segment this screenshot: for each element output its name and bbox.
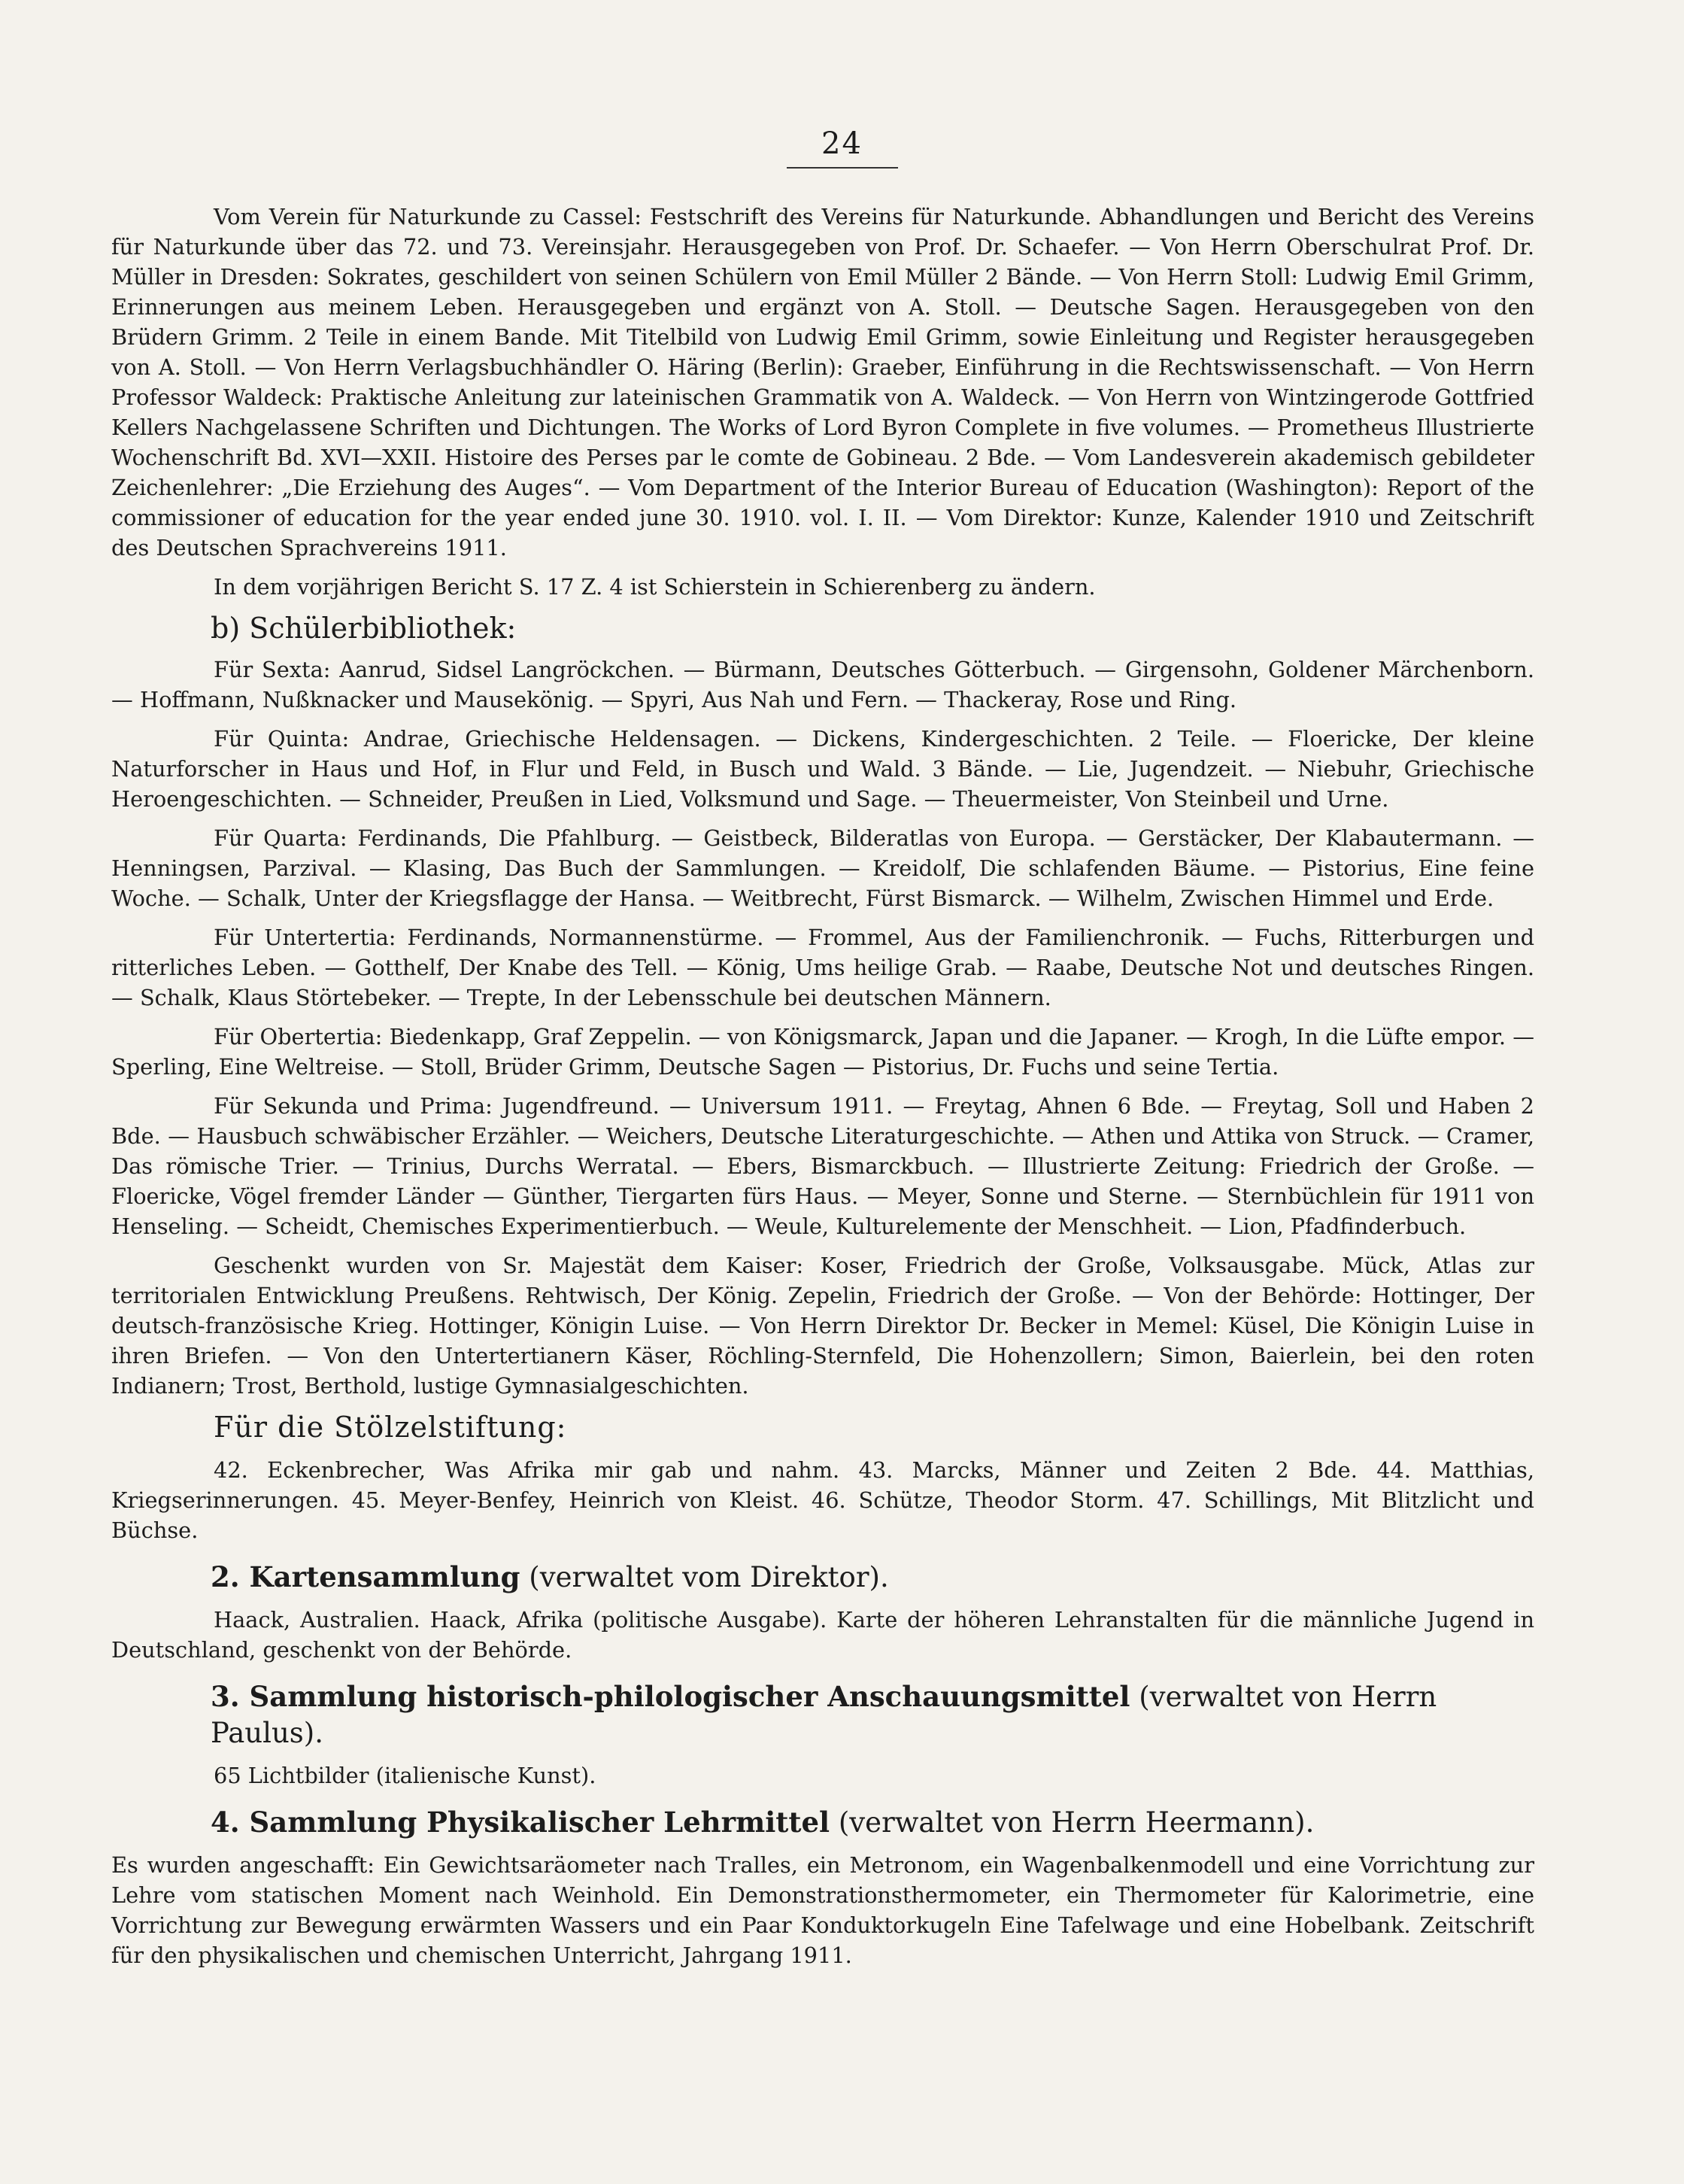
section-physik-heading: [211, 1804, 1534, 1841]
list-untertertia: Für Untertertia: Ferdinands, Normannenstürme. — Frommel, Aus der Familienchronik. — Fuchs, Ritterburgen und ritterliches Leben. — Gotthelf, Der Knabe des Tell. — König, Ums heilige Grab. — Raabe, Deutsche Not und deutsches Ringen. — Schalk, Klaus Störtebeker. — Trepte, In der Lebensschule bei deutschen Männern.: [111, 925, 1534, 1010]
section-3-text: 65 Lichtbilder (italienische Kunst).: [214, 1763, 596, 1788]
list-sekunda-prima: Für Sekunda und Prima: Jugendfreund. — Universum 1911. — Freytag, Ahnen 6 Bde. — Freytag, Soll und Haben 2 Bde. — Hausbuch schwäbischer Erzähler. — Weichers, Deutsche Literaturgeschichte. — Athen und Attika von Struck. — Cramer, Das römische Trier. — Trinius, Durchs Werratal. — Ebers, Bismarckbuch. — Illustrierte Zeitung: Friedrich der Große. — Floericke, Vögel fremder Länder — Günther, Tiergarten fürs Haus. — Meyer, Sonne und Sterne. — Sternbüchlein für 1911 von Henseling. — Scheidt, Chemisches Experimentierbuch. — Weule, Kulturelemente der Menschheit. — Lion, Pfadfinderbuch.: [111, 1093, 1534, 1239]
section-3-subtitle: (verwaltet von Herrn Paulus).: [211, 1681, 1437, 1749]
stoelzel-list: 42. Eckenbrecher, Was Afrika mir gab und nahm. 43. Marcks, Männer und Zeiten 2 Bde. 44. Matthias, Kriegserinnerungen. 45. Meyer-Benfey, Heinrich von Kleist. 46. Schütze, Theodor Storm. 47. Schillings, Mit Blitzlicht und Büchse.: [111, 1457, 1534, 1543]
heading-stoelzelstiftung: Für die Stölzelstiftung:: [214, 1411, 567, 1444]
page-content: [111, 202, 1534, 1979]
list-quarta: Für Quarta: Ferdinands, Die Pfahlburg. — Geistbeck, Bilderatlas von Europa. — Gerstäcker, Der Klabautermann. — Henningsen, Parzival. — Klasing, Das Buch der Sammlungen. — Kreidolf, Die schlafenden Bäume. — Pistorius, Eine feine Woche. — Schalk, Unter der Kriegsflagge der Hansa. — Weitbrecht, Fürst Bismarck. — Wilhelm, Zwischen Himmel und Erde.: [111, 825, 1534, 911]
donations-paragraph: Vom Verein für Naturkunde zu Cassel: Festschrift des Vereins für Naturkunde. Abhandlungen und Bericht des Vereins für Naturkunde über das 72. und 73. Vereinsjahr. Herausgegeben von Prof. Dr. Schaefer. — Von Herrn Oberschulrat Prof. Dr. Müller in Dresden: Sokrates, geschildert von seinen Schülern von Emil Müller 2 Bände. — Von Herrn Stoll: Ludwig Emil Grimm, Erinnerungen aus meinem Leben. Herausgegeben und ergänzt von A. Stoll. — Deutsche Sagen. Herausgegeben von den Brüdern Grimm. 2 Teile in einem Bande. Mit Titelbild von Ludwig Emil Grimm, sowie Einleitung und Register herausgegeben von A. Stoll. — Von Herrn Verlagsbuchhändler O. Häring (Berlin): Graeber, Einführung in die Rechtswissenschaft. — Von Herrn Professor Waldeck: Praktische Anleitung zur lateinischen Grammatik von A. Waldeck. — Von Herrn von Wintzingerode Gottfried Kellers Nachgelassene Schriften und Dichtungen. The Works of Lord Byron Complete in five volumes. — Prometheus Illustrierte Wochenschrift Bd. XVI—XXII. Histoire des Perses par le comte de Gobineau. 2 Bde. — Vom Landesverein akademisch gebildeter Zeichenlehrer: „Die Erziehung des Auges“. — Vom Department of the Interior Bureau of Education (Washington): Report of the commissioner of education for the year ended june 30. 1910. vol. I. II. — Vom Direktor: Kunze, Kalender 1910 und Zeitschrift des Deutschen Sprachvereins 1911.: [111, 204, 1534, 560]
section-2-title: 2. Kartensammlung: [211, 1560, 520, 1593]
list-sexta: Für Sexta: Aanrud, Sidsel Langröckchen. — Bürmann, Deutsches Götterbuch. — Girgensohn, Goldener Märchenborn. — Hoffmann, Nußknacker und Mausekönig. — Spyri, Aus Nah und Fern. — Thackeray, Rose und Ring.: [111, 657, 1534, 712]
section-kartensammlung-heading: [211, 1559, 1534, 1596]
section-3-title: 3. Sammlung historisch-philologischer Anschauungsmittel: [211, 1680, 1130, 1713]
page-number: 24: [821, 126, 863, 161]
list-quinta: Für Quinta: Andrae, Griechische Heldensagen. — Dickens, Kindergeschichten. 2 Teile. — Floericke, Der kleine Naturforscher in Haus und Hof, in Flur und Feld, in Busch und Wald. 3 Bände. — Lie, Jugendzeit. — Niebuhr, Griechische Heroengeschichten. — Schneider, Preußen in Lied, Volksmund und Sage. — Theuermeister, Von Steinbeil und Urne.: [111, 726, 1534, 812]
page-number-rule: [787, 167, 898, 169]
section-2-subtitle: (verwaltet vom Direktor).: [529, 1561, 889, 1593]
section-4-subtitle: (verwaltet von Herrn Heermann).: [838, 1806, 1315, 1839]
correction-note: In dem vorjährigen Bericht S. 17 Z. 4 ist Schierstein in Schierenberg zu ändern.: [214, 574, 1096, 600]
section-4-text: Es wurden angeschafft: Ein Gewichtsaräometer nach Tralles, ein Metronom, ein Wagenbalkenmodell und eine Vorrichtung zur Lehre vom statischen Moment nach Weinhold. Ein Demonstrationsthermometer, ein Thermometer für Kalorimetrie, eine Vorrichtung zur Bewegung erwärmten Wassers und ein Paar Konduktorkugeln Eine Tafelwage und eine Hobelbank. Zeitschrift für den physikalischen und chemischen Unterricht, Jahrgang 1911.: [111, 1852, 1534, 1968]
list-obertertia: Für Obertertia: Biedenkapp, Graf Zeppelin. — von Königsmarck, Japan und die Japaner. — Krogh, In die Lüfte empor. — Sperling, Eine Weltreise. — Stoll, Brüder Grimm, Deutsche Sagen — Pistorius, Dr. Fuchs und seine Tertia.: [111, 1024, 1534, 1080]
heading-schuelerbibliothek: b) Schülerbibliothek:: [211, 612, 517, 645]
section-anschauungsmittel-heading: [211, 1678, 1534, 1751]
gifts-paragraph: Geschenkt wurden von Sr. Majestät dem Kaiser: Koser, Friedrich der Große, Volksausgabe. Mück, Atlas zur territorialen Entwicklung Preußens. Rehtwisch, Der König. Zepelin, Friedrich der Große. — Von der Behörde: Hottinger, Der deutsch-französische Krieg. Hottinger, Königin Luise. — Von Herrn Direktor Dr. Becker in Memel: Küsel, Die Königin Luise in ihren Briefen. — Von den Untertertianern Käser, Röchling-Sternfeld, Die Hohenzollern; Simon, Baierlein, bei den roten Indianern; Trost, Berthold, lustige Gymnasialgeschichten.: [111, 1253, 1534, 1399]
section-4-title: 4. Sammlung Physikalischer Lehrmittel: [211, 1806, 830, 1839]
section-2-text: Haack, Australien. Haack, Afrika (politische Ausgabe). Karte der höheren Lehranstalten für die männliche Jugend in Deutschland, geschenkt von der Behörde.: [111, 1607, 1534, 1663]
